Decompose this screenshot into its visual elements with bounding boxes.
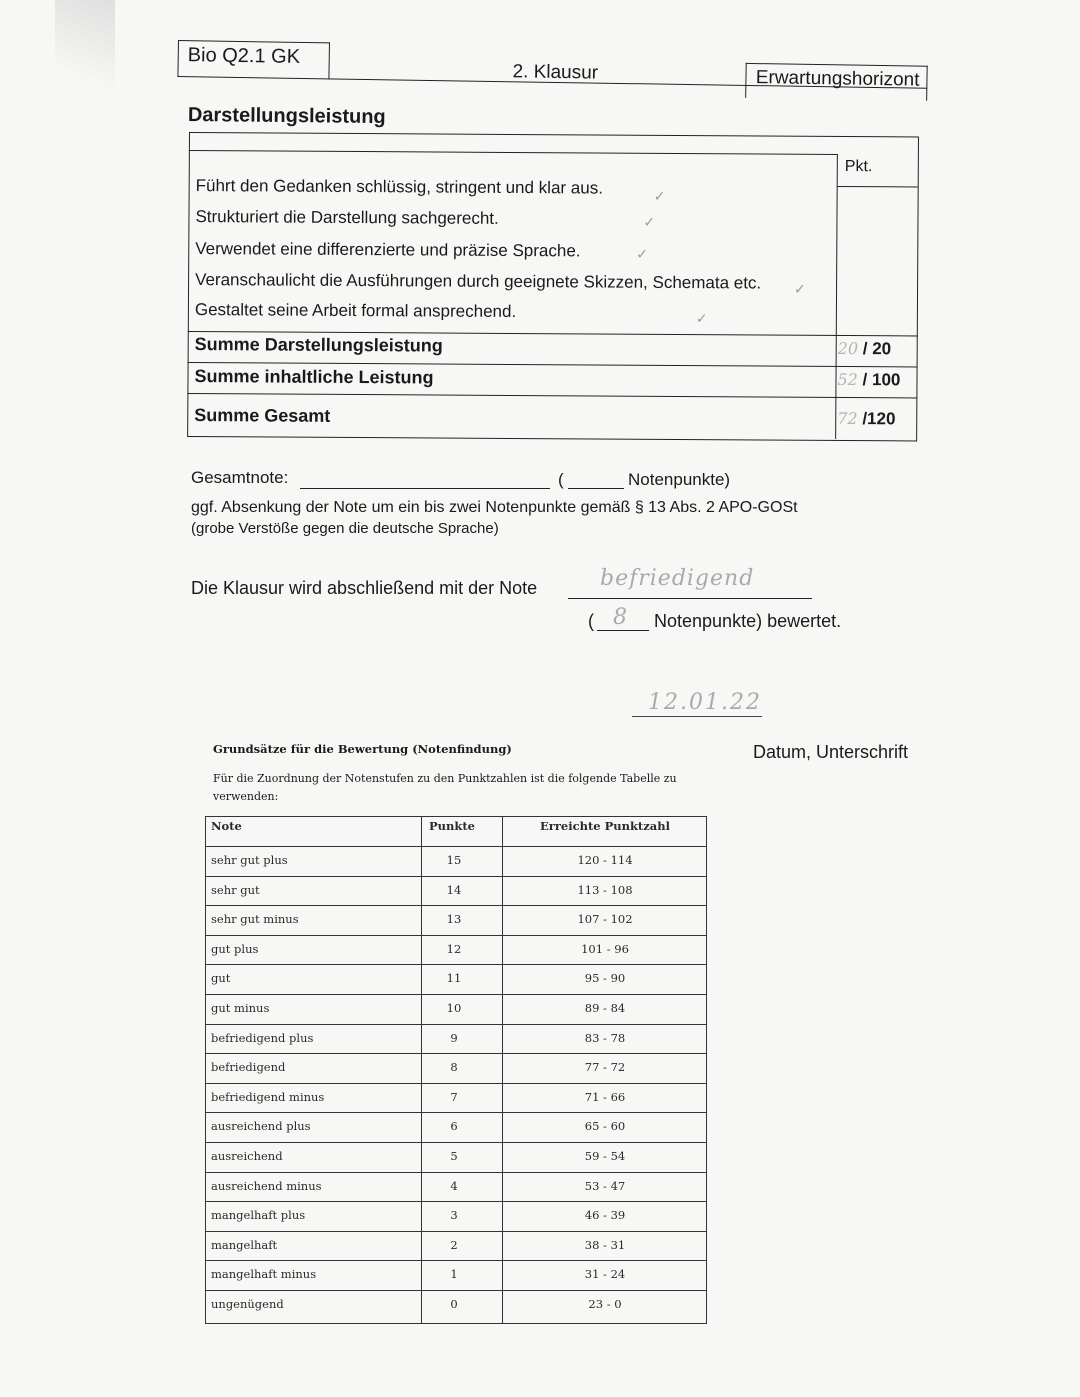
grade-table-note-cell: gut minus xyxy=(211,1001,270,1015)
grade-table-note-cell: befriedigend plus xyxy=(211,1030,314,1045)
grade-table-row-divider xyxy=(205,1112,707,1113)
criteria-item: Strukturiert die Darstellung sachgerecht. xyxy=(195,207,499,228)
final-grade-blank xyxy=(568,598,812,599)
grade-table-points-cell: 9 xyxy=(450,1030,458,1045)
grade-table-note-cell: mangelhaft plus xyxy=(211,1208,306,1223)
section-title: Darstellungsleistung xyxy=(187,104,386,129)
grade-table-points-cell: 14 xyxy=(446,882,462,897)
final-points-text: Notenpunkte) bewertet. xyxy=(654,611,842,631)
paren: ( xyxy=(588,611,594,631)
grade-table-note-cell: gut plus xyxy=(211,941,259,956)
points-header: Pkt. xyxy=(844,158,873,176)
grade-table-row-divider xyxy=(205,1142,707,1143)
grade-table-note-cell: ungenügend xyxy=(211,1297,284,1311)
sum-total-label: Summe Gesamt xyxy=(194,405,331,426)
final-grade-text: Die Klausur wird abschließend mit der Note xyxy=(191,578,538,598)
grade-table-range-cell: 23 - 0 xyxy=(588,1297,622,1311)
grade-table-points-cell: 7 xyxy=(450,1089,458,1104)
final-grade-handwritten: befriedigend xyxy=(600,566,755,591)
grade-scale-table xyxy=(205,816,707,1324)
paren: ( xyxy=(558,470,564,489)
grade-table-range-cell: 65 - 60 xyxy=(584,1119,626,1134)
check-mark-icon: ✓ xyxy=(695,311,708,328)
check-mark-icon: ✓ xyxy=(636,246,649,263)
scan-smudge xyxy=(55,0,115,110)
grade-table-range-cell: 46 - 39 xyxy=(584,1208,626,1223)
sum-presentation-score xyxy=(838,339,914,359)
grade-table-col-divider xyxy=(502,816,503,1324)
grade-table-note-cell: befriedigend minus xyxy=(211,1089,325,1104)
grade-table-range-cell: 101 - 96 xyxy=(581,941,629,956)
grade-table-points-cell: 12 xyxy=(446,941,462,956)
grade-table-points-cell: 4 xyxy=(450,1178,458,1193)
points-label: Notenpunkte) xyxy=(628,470,731,489)
grade-table-row-divider xyxy=(205,1172,707,1173)
grade-table-row-divider xyxy=(205,1231,707,1232)
grade-table-range-cell: 31 - 24 xyxy=(584,1267,626,1282)
grade-table-row-divider xyxy=(205,1260,707,1261)
check-mark-icon: ✓ xyxy=(793,281,806,298)
grade-table-row-divider xyxy=(205,1290,707,1291)
points-blank xyxy=(568,488,624,489)
grade-table-row-divider xyxy=(205,1024,707,1025)
grade-table-points-cell: 1 xyxy=(450,1267,458,1282)
final-points-handwritten: 8 xyxy=(613,605,627,630)
grade-table-points-cell: 6 xyxy=(450,1119,458,1134)
grade-table-col-divider xyxy=(421,816,422,1324)
overall-grade-label: Gesamtnote: xyxy=(191,468,289,487)
handwritten-score: 72 xyxy=(837,408,858,429)
grade-table-range-cell: 113 - 108 xyxy=(577,882,633,897)
document-type-label: Erwartungshorizont xyxy=(755,67,920,91)
sum-content-label: Summe inhaltliche Leistung xyxy=(194,366,434,388)
grade-table-note-cell: mangelhaft xyxy=(211,1237,278,1252)
grade-table-range-cell: 120 - 114 xyxy=(577,853,633,867)
overall-grade-blank xyxy=(300,488,550,489)
grade-table-note-cell: sehr gut minus xyxy=(211,912,299,927)
signature-line xyxy=(632,716,762,717)
grade-table-range-cell: 89 - 84 xyxy=(584,1001,626,1015)
grade-table-range-cell: 83 - 78 xyxy=(584,1030,626,1045)
handwritten-score: 20 xyxy=(837,338,859,359)
grade-table-row-divider xyxy=(205,905,707,906)
check-mark-icon: ✓ xyxy=(643,214,656,231)
score-max: / 100 xyxy=(862,370,901,390)
grade-table-points-cell: 10 xyxy=(446,1001,462,1015)
grade-table-row-divider xyxy=(205,964,707,965)
sum-presentation-label: Summe Darstellungsleistung xyxy=(194,334,443,356)
grade-table-range-cell: 95 - 90 xyxy=(584,971,626,986)
grade-table-range-cell: 38 - 31 xyxy=(584,1237,626,1252)
grade-table-points-cell: 5 xyxy=(450,1149,458,1163)
exam-label: 2. Klausur xyxy=(512,61,599,84)
grade-table-note-cell: mangelhaft minus xyxy=(211,1267,317,1282)
check-mark-icon: ✓ xyxy=(653,188,666,205)
reduction-note-detail: (grobe Verstöße gegen die deutsche Sprache) xyxy=(191,520,499,537)
score-max: / 20 xyxy=(862,339,892,359)
course-label: Bio Q2.1 GK xyxy=(187,44,301,68)
grade-table-points-cell: 11 xyxy=(446,971,462,986)
grade-table-range-cell: 77 - 72 xyxy=(584,1060,626,1075)
final-points-blank xyxy=(597,630,649,631)
grade-table-note-cell: befriedigend xyxy=(211,1060,286,1075)
grade-table-header-cell: Note xyxy=(211,819,242,833)
grade-table-points-cell: 13 xyxy=(446,912,462,927)
grading-principles-text: Für die Zuordnung der Notenstufen zu den Punktzahlen ist die folgende Tabelle zu verwenden: xyxy=(213,772,677,803)
grade-table-range-cell: 107 - 102 xyxy=(577,912,633,927)
criteria-item: Gestaltet seine Arbeit formal ansprechend. xyxy=(194,300,517,322)
date-signature-label: Datum, Unterschrift xyxy=(753,742,909,762)
grade-table-note-cell: ausreichend xyxy=(211,1149,283,1163)
handwritten-score: 52 xyxy=(837,369,858,390)
grade-table-points-cell: 2 xyxy=(450,1237,458,1252)
grade-table-note-cell: ausreichend minus xyxy=(211,1178,322,1193)
grade-table-note-cell: ausreichend plus xyxy=(211,1119,311,1134)
grade-table-range-cell: 59 - 54 xyxy=(584,1149,626,1163)
grade-table-points-cell: 8 xyxy=(450,1060,458,1075)
grade-table-note-cell: sehr gut xyxy=(211,882,260,897)
grade-table-note-cell: gut xyxy=(211,971,231,986)
reduction-note: ggf. Absenkung der Note um ein bis zwei Notenpunkte gemäß § 13 Abs. 2 APO-GOSt xyxy=(191,499,798,516)
date-handwritten: 12.01.22 xyxy=(648,690,762,715)
grade-table-row-divider xyxy=(205,846,707,847)
grade-table-row-divider xyxy=(205,1053,707,1054)
grade-table-header-cell: Erreichte Punktzahl xyxy=(540,819,670,833)
grade-table-range-cell: 53 - 47 xyxy=(584,1178,626,1193)
criteria-table xyxy=(187,132,919,441)
grade-table-points-cell: 0 xyxy=(450,1297,458,1311)
criteria-item: Führt den Gedanken schlüssig, stringent und klar aus. xyxy=(195,176,604,198)
grade-table-row-divider xyxy=(205,994,707,995)
grade-table-row-divider xyxy=(205,876,707,877)
grade-table-row-divider xyxy=(205,1083,707,1084)
criteria-item: Verwendet eine differenzierte und präzise Sprache. xyxy=(195,239,581,261)
document-header xyxy=(177,40,928,100)
grade-table-points-cell: 15 xyxy=(446,853,462,867)
grade-table-points-cell: 3 xyxy=(450,1208,458,1223)
grade-table-row-divider xyxy=(205,1201,707,1202)
criteria-item: Veranschaulicht die Ausführungen durch geeignete Skizzen, Schemata etc. xyxy=(195,270,762,293)
grade-table-range-cell: 71 - 66 xyxy=(584,1089,626,1104)
sum-content-score xyxy=(837,370,913,390)
grade-table-row-divider xyxy=(205,935,707,936)
sum-total-score xyxy=(837,409,913,429)
grade-table-header-cell: Punkte xyxy=(429,819,475,833)
grading-principles-title: Grundsätze für die Bewertung (Notenfindung) xyxy=(213,742,512,756)
score-max: /120 xyxy=(862,409,896,429)
grade-table-note-cell: sehr gut plus xyxy=(211,853,288,867)
